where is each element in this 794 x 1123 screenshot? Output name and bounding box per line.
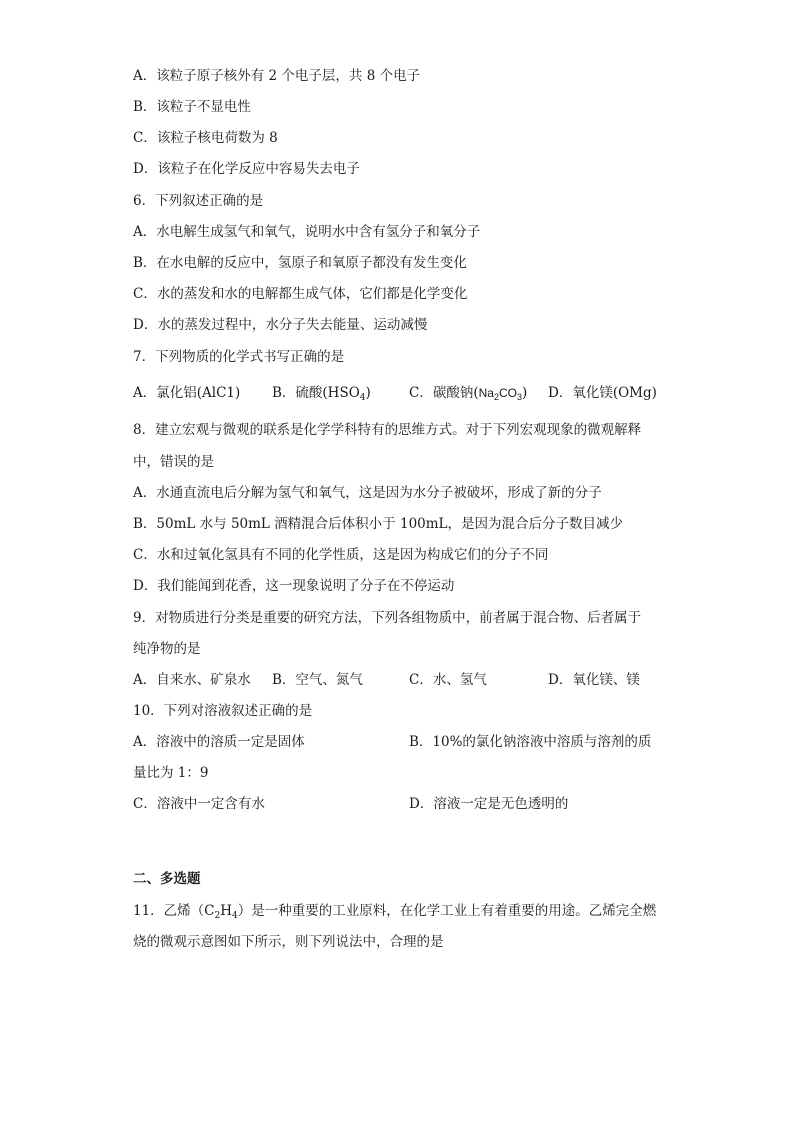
q7-option-d: D．氧化镁(OMg) [548,385,657,401]
q8-option-a: A．水通直流电后分解为氢气和氧气，这是因为水分子被破坏，形成了新的分子 [133,485,602,501]
q8-option-c: C．水和过氧化氢具有不同的化学性质，这是因为构成它们的分子不同 [133,547,549,563]
q10-option-b: B．10%的氯化钠溶液中溶质与溶剂的质 [409,734,652,750]
q7-option-b: B．硫酸$(HSO_4)$ [272,385,371,403]
q7-option-c: C．碳酸钠$(Na_2CO_3)$ [409,385,528,402]
q7-stem: 7．下列物质的化学式书写正确的是 [133,349,345,365]
q9-option-b: B．空气、氮气 [272,672,363,688]
q6-stem: 6．下列叙述正确的是 [133,193,264,209]
q11-stem-line1: 11．乙烯$(C_2H_4)$是一种重要的工业原料，在化学工业上有着重要的用途。乙烯完全燃 [133,903,657,921]
q6-option-d: D．水的蒸发过程中，水分子失去能量、运动减慢 [133,317,428,333]
q5-option-a: A．该粒子原子核外有 2 个电子层，共 8 个电子 [133,68,421,84]
q6-option-b: B．在水电解的反应中，氢原子和氧原子都没有发生变化 [133,255,467,271]
q10-option-c: C．溶液中一定含有水 [133,796,265,812]
q10-stem: 10．下列对溶液叙述正确的是 [133,703,313,719]
q6-option-a: A．水电解生成氢气和氧气，说明水中含有氢分子和氧分子 [133,224,481,240]
q5-option-b: B．该粒子不显电性 [133,99,251,115]
q6-option-c: C．水的蒸发和水的电解都生成气体，它们都是化学变化 [133,286,468,302]
na2co3-formula: $Na_2CO_3$ [478,386,522,402]
q5-option-c: C．该粒子核电荷数为 8 [133,130,278,146]
q9-option-a: A．自来水、矿泉水 [133,672,251,688]
q11-stem-line2: 烧的微观示意图如下所示，则下列说法中，合理的是 [133,934,444,950]
q9-option-c: C．水、氢气 [409,672,487,688]
q9-stem-line1: 9．对物质进行分类是重要的研究方法，下列各组物质中，前者属于混合物、后者属于 [133,610,642,626]
q8-option-d: D．我们能闻到花香，这一现象说明了分子在不停运动 [133,578,455,594]
q10-option-b-continued: 量比为 1：9 [133,765,209,781]
q8-stem-line2: 中，错误的是 [133,454,214,470]
q10-option-d: D．溶液一定是无色透明的 [409,796,569,812]
q9-option-d: D．氧化镁、镁 [548,672,640,688]
q8-option-b: B．50mL 水与 50mL 酒精混合后体积小于 100mL，是因为混合后分子数目减少 [133,516,624,532]
section-heading: 二、多选题 [133,871,201,887]
q9-stem-line2: 纯净物的是 [133,641,201,657]
q7-option-a: A．氯化铝(AlC1) [133,385,241,401]
q10-option-a: A．溶液中的溶质一定是固体 [133,734,305,750]
q5-option-d: D．该粒子在化学反应中容易失去电子 [133,161,360,177]
q8-stem-line1: 8．建立宏观与微观的联系是化学学科特有的思维方式。对于下列宏观现象的微观解释 [133,422,642,438]
